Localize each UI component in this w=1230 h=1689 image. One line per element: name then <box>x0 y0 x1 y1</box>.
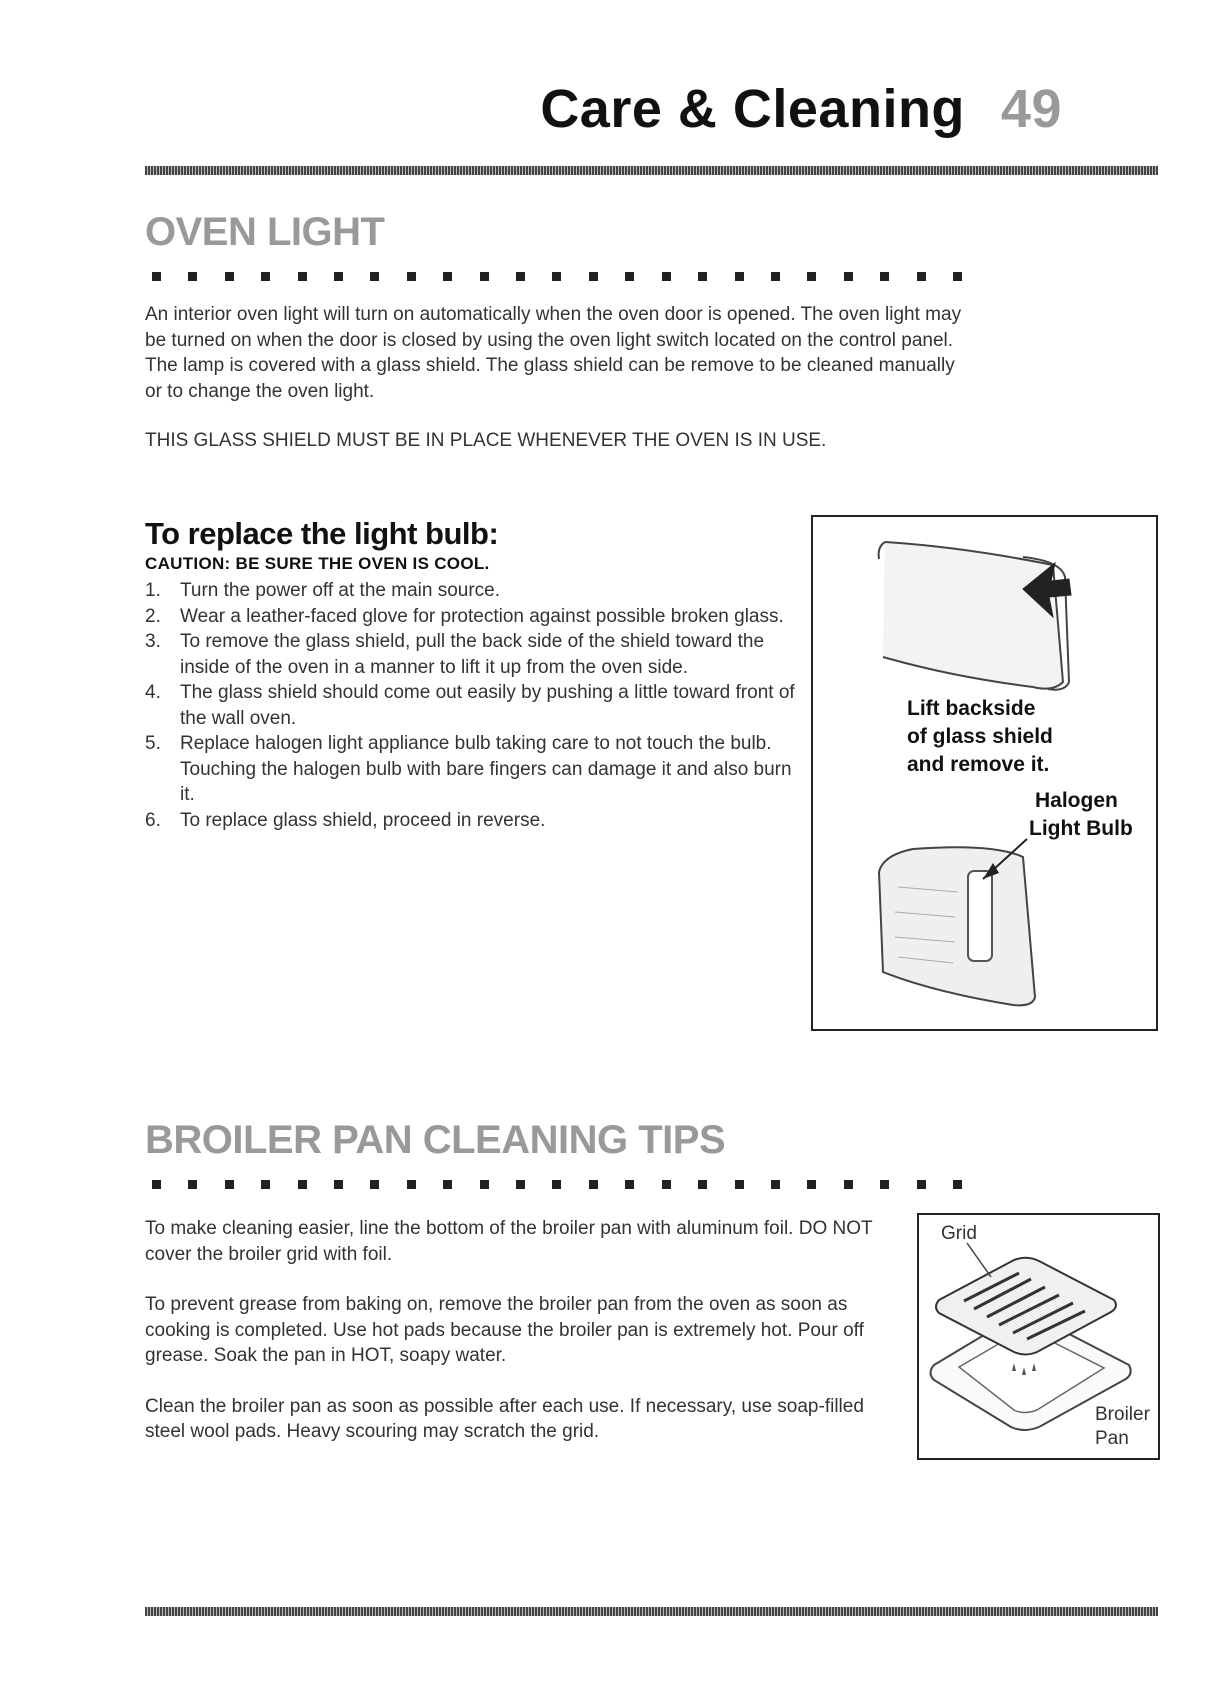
label-halogen-light-bulb: Halogen Light Bulb <box>1029 789 1133 840</box>
step-item: 6. To replace glass shield, proceed in reverse. <box>145 809 546 831</box>
replace-bulb-title: To replace the light bulb: <box>145 516 499 551</box>
broiler-pan-figure <box>917 1213 1160 1460</box>
step-item: 3. To remove the glass shield, pull the back side of the shield toward the inside of the oven in a manner to lift it up from the oven side. <box>145 631 765 678</box>
broiler-paragraph-1: To make cleaning easier, line the bottom of the broiler pan with aluminum foil. DO NOT cover the broiler grid with foil. <box>145 1218 873 1265</box>
step-item: 5. Replace halogen light appliance bulb taking care to not touch the bulb. Touching the halogen bulb with bare fingers can damage it and also burn it. <box>145 733 792 805</box>
oven-light-paragraph-2: The lamp is covered with a glass shield. The glass shield can be remove to be cleaned manually or to change the oven light. <box>145 355 955 402</box>
label-broiler-pan: Broiler Pan <box>1095 1404 1150 1449</box>
page-header <box>0 78 1062 140</box>
header-rule <box>145 166 1158 175</box>
steps-list <box>145 578 795 833</box>
step-item: 2. Wear a leather-faced glove for protection against possible broken glass. <box>145 605 784 627</box>
section-dots-divider <box>152 272 962 282</box>
oven-light-warning: THIS GLASS SHIELD MUST BE IN PLACE WHENEVER THE OVEN IS IN USE. <box>145 430 827 451</box>
page-number: 49 <box>1000 79 1062 139</box>
footer-rule <box>145 1607 1158 1616</box>
oven-light-paragraph-1: An interior oven light will turn on automatically when the oven door is opened. The oven light may be turned on when the door is closed by using the oven light switch located on the control panel. <box>145 304 962 351</box>
broiler-text <box>145 1216 890 1445</box>
step-item: 1. Turn the power off at the main source. <box>145 580 501 601</box>
oven-light-intro <box>145 302 965 454</box>
step-item: 4. The glass shield should come out easily by pushing a little toward front of the wall oven. <box>145 682 795 729</box>
caution-text: CAUTION: BE SURE THE OVEN IS COOL. <box>145 554 490 573</box>
section-title-oven-light: OVEN LIGHT <box>145 210 385 254</box>
broiler-paragraph-3: Clean the broiler pan as soon as possible after each use. If necessary, use soap-filled steel wool pads. Heavy scouring may scratch the grid. <box>145 1395 864 1442</box>
label-grid: Grid <box>941 1223 977 1244</box>
section-title-broiler: BROILER PAN CLEANING TIPS <box>145 1118 726 1162</box>
section-dots-divider <box>152 1180 962 1190</box>
glass-shield-figure <box>811 515 1158 1031</box>
replace-steps <box>145 578 795 833</box>
page-title: Care & Cleaning <box>540 79 965 139</box>
broiler-paragraph-2: To prevent grease from baking on, remove the broiler pan from the oven as soon as cooking is completed. Use hot pads because the broiler pan is extremely hot. Pour off grease. Soak the pan in HOT, soapy water. <box>145 1294 864 1366</box>
label-lift-backside: Lift backside of glass shield and remove it. <box>907 697 1053 776</box>
